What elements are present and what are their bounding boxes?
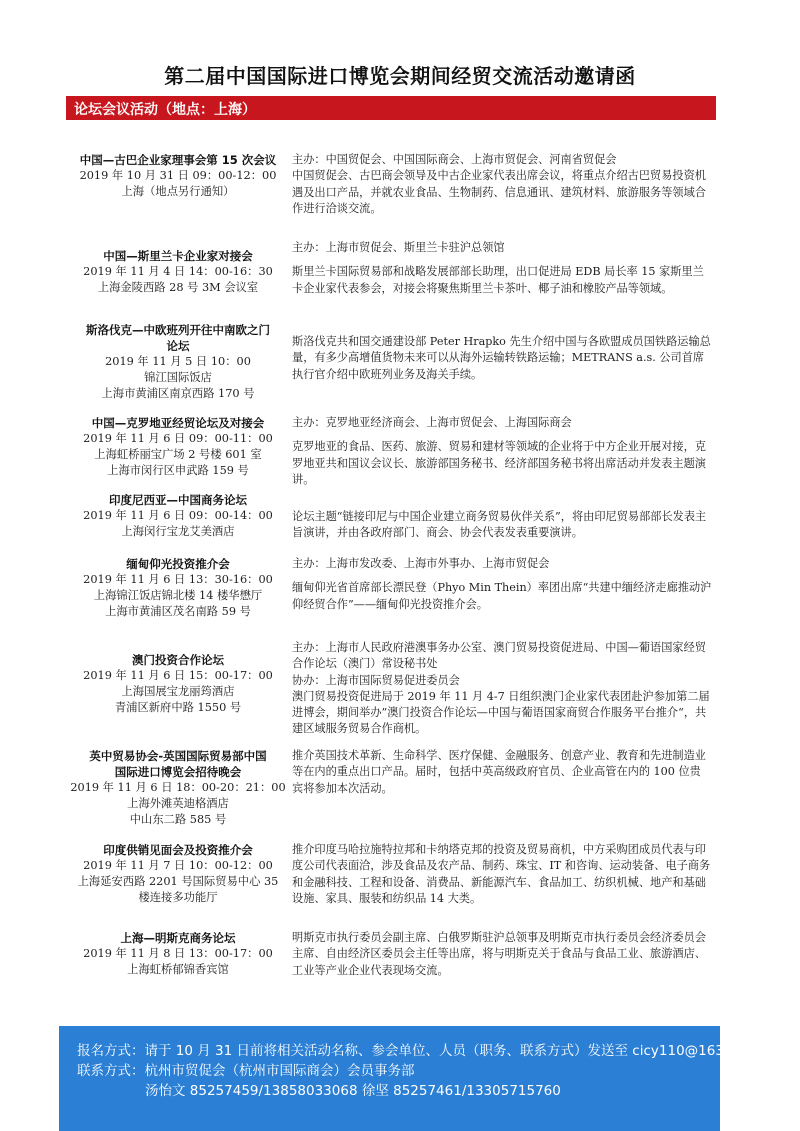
event-location: 上海市黄浦区茂名南路 59 号 <box>105 605 251 618</box>
registration-label: 报名方式： <box>77 1043 145 1059</box>
contact-footer <box>59 1026 758 1131</box>
description-paragraph: 主办：上海市人民政府港澳事务办公室、澳门贸易投资促进局、中国—葡语国家经贸合作论坛（澳门）常设秘书处 <box>292 641 706 671</box>
description-paragraph: 协办：上海市国际贸易促进委员会 <box>292 673 460 687</box>
event-location: 楼连接多功能厅 <box>138 891 218 904</box>
event-datetime: 2019 年 11 月 6 日 18：00-20：21：00 <box>70 781 286 794</box>
event-info <box>66 930 290 978</box>
event-location: 上海市闵行区申武路 159 号 <box>107 464 249 477</box>
event-description <box>292 334 712 383</box>
description-paragraph: 缅甸仰光省首席部长漂民登（Phyo Min Thein）率团出席“共建中缅经济走廊推动沪仰经贸合作”——缅甸仰光投资推介会。 <box>292 581 712 611</box>
event-info <box>66 415 290 479</box>
event-name: 印度尼西亚—中国商务论坛 <box>109 493 247 507</box>
event-name: 论坛 <box>166 339 190 353</box>
event-location: 上海延安西路 2201 号国际贸易中心 35 <box>77 875 279 888</box>
event-name: 上海—明斯克商务论坛 <box>120 931 236 945</box>
event-description <box>292 415 712 488</box>
event-datetime: 2019 年 10 月 31 日 09：00-12：00 <box>79 169 277 182</box>
event-datetime: 2019 年 11 月 7 日 10：00-12：00 <box>83 859 273 872</box>
event-location: 上海市黄浦区南京西路 170 号 <box>101 387 255 400</box>
paragraph-gap <box>292 572 712 580</box>
event-location: 中山东二路 585 号 <box>129 813 227 826</box>
event-info <box>66 556 290 620</box>
event-name: 中国—克罗地亚经贸论坛及对接会 <box>91 416 265 430</box>
event-location: 上海虹桥丽宝广场 2 号楼 601 室 <box>94 448 262 461</box>
event-datetime: 2019 年 11 月 6 日 15：00-17：00 <box>83 669 273 682</box>
description-paragraph: 克罗地亚的食品、医药、旅游、贸易和建材等领域的企业将于中方企业开展对接，克罗地亚共和国议会议长、旅游部国务秘书、经济部国务秘书将出席活动并发表主题演讲。 <box>292 440 706 486</box>
event-info <box>66 842 290 906</box>
event-location: 青浦区新府中路 1550 号 <box>114 701 242 714</box>
description-paragraph: 明斯克市执行委员会副主席、白俄罗斯驻沪总领事及明斯克市执行委员会经济委员会主席、自由经济区委员会主任等出席，将与明斯克关于食品与食品工业、旅游酒店、工业等产业企业代表现场交流。 <box>292 931 706 977</box>
event-name: 澳门投资合作论坛 <box>132 653 224 667</box>
event-datetime: 2019 年 11 月 4 日 14：00-16：30 <box>83 265 273 278</box>
description-paragraph: 主办：中国贸促会、中国国际商会、上海市贸促会、河南省贸促会 <box>292 153 617 166</box>
description-paragraph: 斯洛伐克共和国交通建设部 Peter Hrapko 先生介绍中国与各欧盟成员国铁路运输总量，有多少高增值货物未来可以从海外运输转铁路运输；METRANS a.s. 公司首席执行官介绍中欧班列业务及海关手续。 <box>292 335 711 381</box>
event-name: 缅甸仰光投资推介会 <box>126 557 230 571</box>
event-description <box>292 748 712 797</box>
description-paragraph: 中国贸促会、古巴商会领导及中古企业家代表出席会议，将重点介绍古巴贸易投资机遇及出口产品，并就农业食品、生物制药、信息通讯、建筑材料、旅游服务等领域合作进行洽谈交流。 <box>292 169 706 215</box>
event-description <box>292 509 712 542</box>
event-description <box>292 240 712 297</box>
event-datetime: 2019 年 11 月 6 日 09：00-14：00 <box>83 509 273 522</box>
event-datetime: 2019 年 11 月 6 日 09：00-11：00 <box>83 432 273 445</box>
event-name: 国际进口博览会招待晚会 <box>114 765 242 779</box>
event-description <box>292 152 712 217</box>
description-paragraph: 主办：上海市贸促会、斯里兰卡驻沪总领馆 <box>292 241 505 254</box>
description-paragraph: 主办：克罗地亚经济商会、上海市贸促会、上海国际商会 <box>292 416 572 429</box>
contact-org: 杭州市贸促会（杭州市国际商会）会员事务部 <box>144 1063 415 1079</box>
event-info <box>66 152 290 200</box>
contact-label: 联系方式： <box>77 1063 145 1079</box>
event-location: 上海（地点另行通知） <box>121 185 235 198</box>
event-info <box>66 652 290 716</box>
page-title: 第二届中国国际进口博览会期间经贸交流活动邀请函 <box>164 64 636 88</box>
contact-line <box>77 1059 415 1079</box>
event-description <box>292 842 712 907</box>
event-description <box>292 556 712 613</box>
event-name: 中国—古巴企业家理事会第 15 次会议 <box>79 153 277 167</box>
event-name: 印度供销见面会及投资推介会 <box>103 843 253 857</box>
description-paragraph: 主办：上海市发改委、上海市外事办、上海市贸促会 <box>292 557 550 570</box>
event-datetime: 2019 年 11 月 5 日 10：00 <box>105 355 251 368</box>
event-datetime: 2019 年 11 月 6 日 13：30-16：00 <box>83 573 273 586</box>
event-location: 上海国展宝龙丽筠酒店 <box>121 685 235 698</box>
paragraph-gap <box>292 431 712 439</box>
event-name: 中国—斯里兰卡企业家对接会 <box>103 249 253 263</box>
event-info <box>66 322 290 402</box>
event-description <box>292 930 712 979</box>
event-location: 上海虹桥郁锦香宾馆 <box>127 963 229 976</box>
registration-line <box>77 1039 757 1059</box>
event-location: 上海金陵西路 28 号 3M 会议室 <box>97 281 259 294</box>
contact-people: 汤怡文 85257459/13858033068 徐坚 85257461/13305715760 <box>145 1083 561 1099</box>
description-paragraph: 澳门贸易投资促进局于 2019 年 11 月 4-7 日组织澳门企业家代表团赴沪参加第二届进博会，期间举办”澳门投资合作论坛—中国与葡语国家商贸合作服务平台推介“，共建区域服务贸易合作商机。 <box>292 689 710 736</box>
event-info <box>66 248 290 296</box>
event-location: 上海外滩英迪格酒店 <box>127 797 229 810</box>
section-title: 论坛会议活动（地点：上海） <box>74 102 256 118</box>
event-location: 上海闵行宝龙艾美酒店 <box>121 525 235 538</box>
event-datetime: 2019 年 11 月 8 日 13：00-17：00 <box>83 947 273 960</box>
registration-text: 请于 10 月 31 日前将相关活动名称、参会单位、人员（职务、联系方式）发送至 cicy110@163.com <box>144 1043 758 1059</box>
event-name: 斯洛伐克—中欧班列开往中南欧之门 <box>86 323 270 337</box>
event-description <box>292 640 712 738</box>
event-location: 锦江国际饭店 <box>144 371 212 384</box>
paragraph-gap <box>292 256 712 264</box>
description-paragraph: 斯里兰卡国际贸易部和战略发展部部长助理，出口促进局 EDB 局长率 15 家斯里兰卡企业家代表参会，对接会将聚焦斯里兰卡茶叶、椰子油和橡胶产品等领域。 <box>292 265 704 295</box>
section-header-bar <box>66 96 716 120</box>
event-info <box>66 492 290 540</box>
event-name: 英中贸易协会-英国国际贸易部中国 <box>89 749 267 763</box>
description-paragraph: 推介英国技术革新、生命科学、医疗保健、金融服务、创意产业、教育和先进制造业等在内的重点出口产品。届时，包括中英高级政府官员、企业高管在内的 100 位贵宾将参加本次活动。 <box>292 749 706 795</box>
description-paragraph: 推介印度马哈拉施特拉邦和卡纳塔克邦的投资及贸易商机，中方采购团成员代表与印度公司代表面洽，涉及食品及农产品、制药、珠宝、IT 和咨询、运动装备、电子商务和金融科技、工程和设备、消费品、新能源汽车、食品加工、纺织机械、地产和基础设施、家具、服装和纺织品 14 大类。 <box>292 843 711 905</box>
description-paragraph: 论坛主题“链接印尼与中国企业建立商务贸易伙伴关系”，将由印尼贸易部部长发表主旨演讲，并由各政府部门、商会、协会代表发表重要演讲。 <box>292 510 707 540</box>
event-location: 上海锦江饭店锦北楼 14 楼华懋厅 <box>93 589 263 602</box>
event-info <box>66 748 290 828</box>
